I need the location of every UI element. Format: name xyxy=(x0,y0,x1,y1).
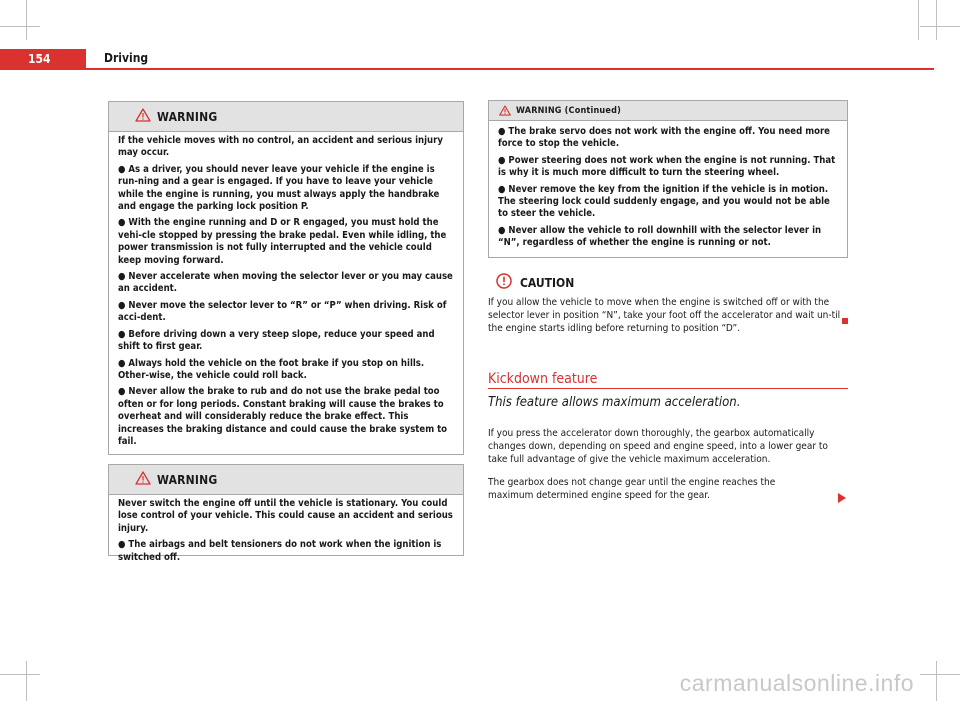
warning-paragraph: If the vehicle moves with no control, an accident and serious injury may occur. xyxy=(118,135,443,159)
warning-title: WARNING xyxy=(157,109,218,124)
warning-body xyxy=(489,121,847,256)
caution-block xyxy=(488,272,848,335)
warning-box-continued xyxy=(488,100,848,258)
warning-list-item: ● With the engine running and D or R engaged, you must hold the vehi-cle stopped by pressing the brake pedal. Even while idling, the power transmission is not fully interrupted and the vehicle could keep moving forward. xyxy=(118,217,447,266)
warning-list-item: ● Always hold the vehicle on the foot brake if you stop on hills. Other-wise, the vehicle could roll back. xyxy=(118,357,425,381)
warning-title: WARNING xyxy=(157,472,218,487)
crop-mark xyxy=(26,0,27,40)
crop-mark xyxy=(0,26,40,27)
warning-list-item: ● Never accelerate when moving the selector lever or you may cause an accident. xyxy=(118,271,453,295)
caution-text: If you allow the vehicle to move when the engine is switched off or with the selector lever in position “N”, take your foot off the accelerator and wait un-til the engine starts idling before returning to position “D”. xyxy=(488,297,841,334)
warning-list-item: ● The brake servo does not work with the engine off. You need more force to stop the vehicle. xyxy=(498,126,830,150)
warning-header xyxy=(109,102,463,132)
kickdown-paragraph: The gearbox does not change gear until the engine reaches the maximum determined engine speed for the gear. xyxy=(488,477,776,501)
kickdown-paragraph: If you press the accelerator down thoroughly, the gearbox automatically changes down, depending on speed and engine speed, into a lower gear to take full advantage of give the vehicle maximum acceleration. xyxy=(488,428,828,465)
warning-body xyxy=(109,495,463,570)
warning-list-item: ● Power steering does not work when the engine is not running. That is why it is much more difficult to turn the steering wheel. xyxy=(498,154,836,179)
section-end-marker xyxy=(842,318,848,324)
warning-list-item: ● Before driving down a very steep slope, reduce your speed and shift to first gear. xyxy=(118,328,435,353)
warning-body xyxy=(109,132,463,454)
crop-mark xyxy=(918,0,919,40)
crop-mark xyxy=(920,674,960,675)
warning-header xyxy=(489,101,847,121)
warning-triangle-icon xyxy=(499,101,511,120)
caution-exclamation-icon xyxy=(496,273,512,293)
warning-box-engine-off xyxy=(108,464,464,563)
crop-mark xyxy=(0,674,40,675)
watermark: carmanualsonline.info xyxy=(679,670,914,696)
crop-mark xyxy=(936,661,937,701)
warning-list-item: ● Never allow the vehicle to roll downhill with the selector lever in “N”, regardless of whether the engine is running or not. xyxy=(498,224,822,249)
warning-paragraph: Never switch the engine off until the vehicle is stationary. You could lose control of your vehicle. This could cause an accident and serious injury. xyxy=(118,498,453,534)
warning-triangle-icon xyxy=(135,470,151,489)
warning-triangle-icon xyxy=(135,107,151,126)
warning-list-item: ● Never allow the brake to rub and do not use the brake pedal too often or for long periods. Constant braking will cause the brakes to overheat and will considerably reduce the brake effect. This increases the braking distance and could cause the brake system to fail. xyxy=(118,386,448,447)
caution-header xyxy=(488,272,848,294)
warning-header xyxy=(109,465,463,495)
caution-title: CAUTION xyxy=(520,276,575,290)
crop-mark xyxy=(26,661,27,701)
crop-mark xyxy=(936,0,937,40)
crop-mark xyxy=(920,26,960,27)
warning-list-item: ● The airbags and belt tensioners do not work when the ignition is switched off. xyxy=(118,539,442,563)
warning-title: WARNING (Continued) xyxy=(516,105,621,116)
kickdown-heading: Kickdown feature xyxy=(488,371,598,387)
warning-box-vehicle-control xyxy=(108,101,464,455)
page-number: 154 xyxy=(0,49,86,69)
section-title: Driving xyxy=(104,51,149,65)
kickdown-subtitle: This feature allows maximum acceleration. xyxy=(488,395,741,410)
warning-list-item: ● As a driver, you should never leave your vehicle if the engine is run-ning and a gear is engaged. If you have to leave your vehicle while the engine is running, you must always apply the handbrake and engage the parking lock position P. xyxy=(118,163,440,213)
warning-list-item: ● Never move the selector lever to “R” or “P” when driving. Risk of acci-dent. xyxy=(118,299,447,324)
continue-arrow-icon xyxy=(838,493,846,503)
heading-rule xyxy=(488,388,848,389)
warning-list-item: ● Never remove the key from the ignition if the vehicle is in motion. The steering lock could suddenly engage, and you would not be able to steer the vehicle. xyxy=(498,183,830,220)
header-rule xyxy=(0,68,934,70)
